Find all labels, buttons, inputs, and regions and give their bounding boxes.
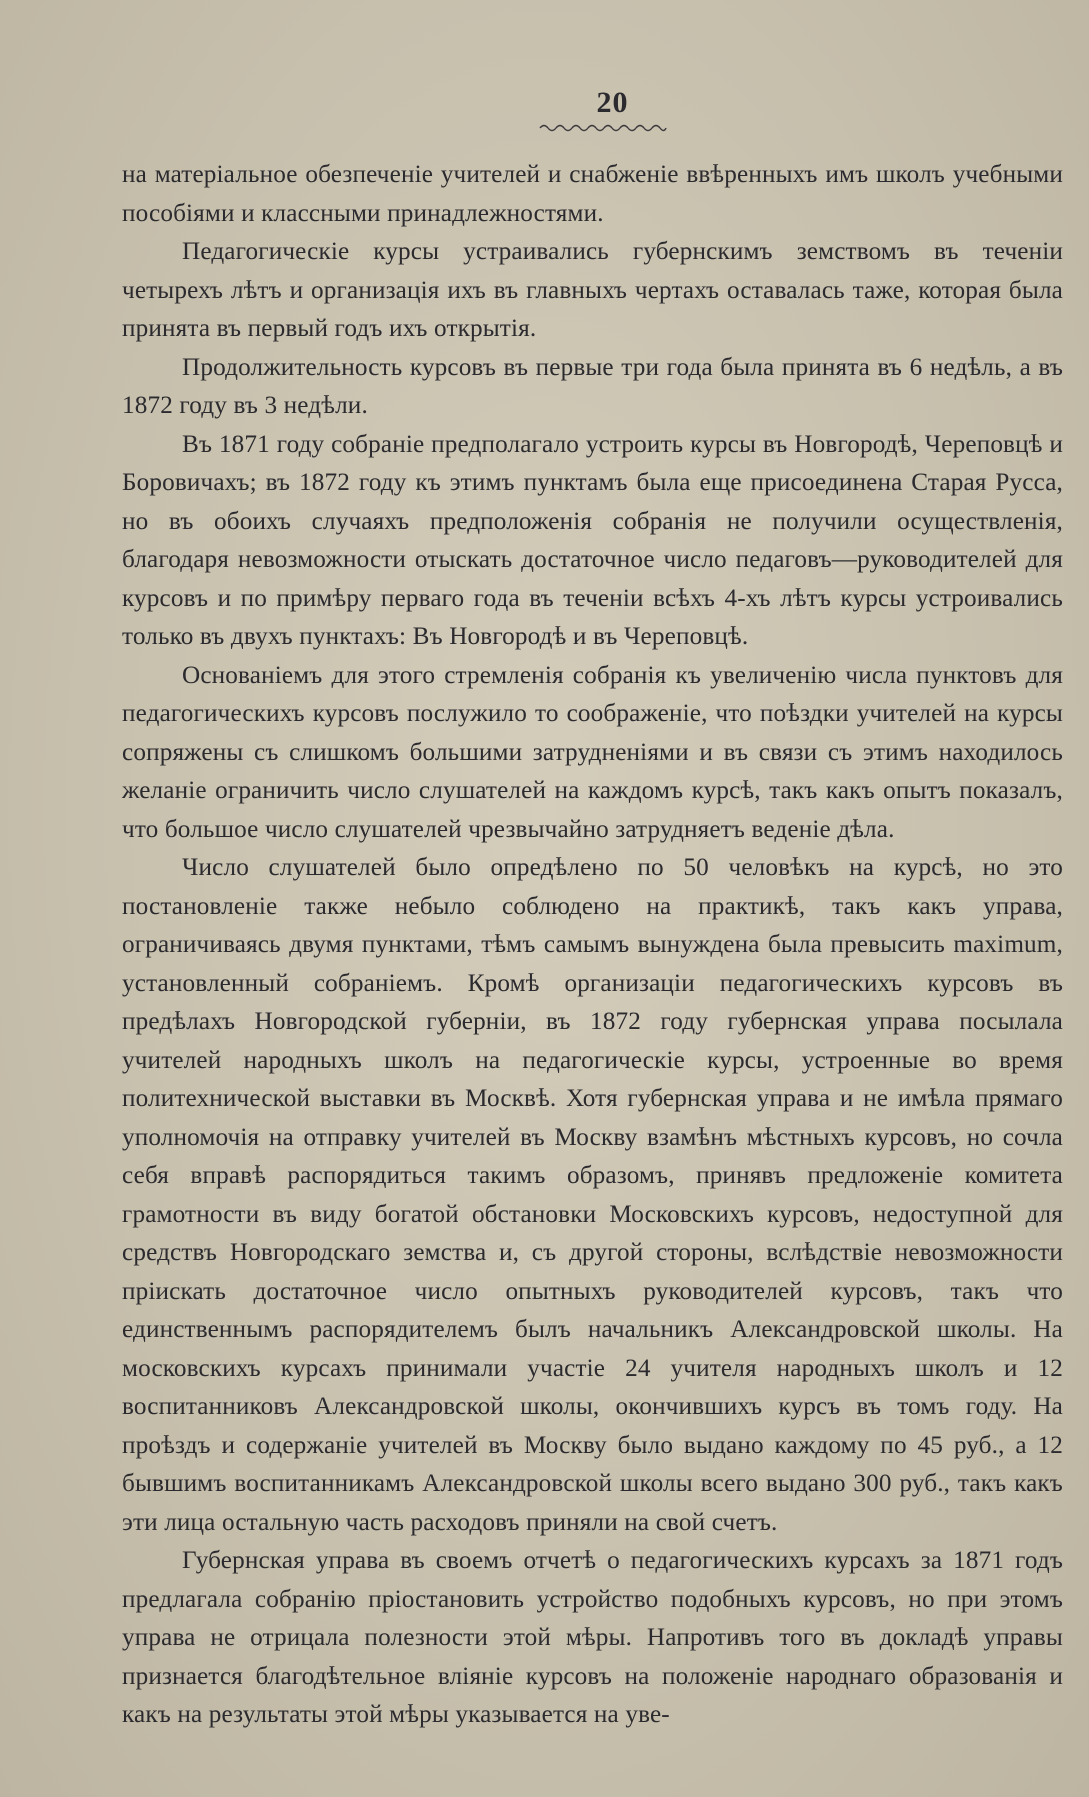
paragraph: Число слушателей было опредѣлено по 50 человѣкъ на курсѣ, но это постановленіе также небыло соблюдено на практикѣ, такъ какъ управа, ограничиваясь двумя пунктами, тѣмъ самымъ вынуждена была превысить maximum, установленный собраніемъ. Кромѣ организаціи педагогическихъ курсовъ въ предѣлахъ Новгородской губерніи, въ 1872 году губернская управа посылала учителей народныхъ школъ на педагогическіе курсы, устроенные во время политехнической выставки въ Москвѣ. Хотя губернская управа и не имѣла прямаго уполномочія на отправку учителей въ Москву взамѣнъ мѣстныхъ курсовъ, но сочла себя вправѣ распорядиться такимъ образомъ, принявъ предложеніе комитета грамотности въ виду богатой обстановки Московскихъ курсовъ, недоступной для средствъ Новгородскаго земства и, съ другой стороны, вслѣдствіе невозможности пріискать достаточное число опытныхъ руководителей курсовъ, такъ что единственнымъ распорядителемъ былъ начальникъ Александровской школы. На московскихъ курсахъ принимали участіе 24 учителя народныхъ школъ и 12 воспитанниковъ Александровской школы, окончившихъ курсъ въ томъ году. На проѣздъ и содержаніе учителей въ Москву было выдано каждому по 45 руб., а 12 бывшимъ воспитанникамъ Александровской школы всего выдано 300 руб., такъ какъ эти лица остальную часть расходовъ приняли на свой счетъ. xyxy=(122,854,1063,1536)
paragraph: Въ 1871 году собраніе предполагало устроить курсы въ Новгородѣ, Череповцѣ и Боровичахъ; въ 1872 году къ этимъ пунктамъ была еще присоединена Старая Русса, но въ обоихъ случаяхъ предположенія собранія не получили осуществленія, благодаря невозможности отыскать достаточное число педаговъ—руководителей для курсовъ и по примѣру перваго года въ теченіи всѣхъ 4-хъ лѣтъ курсы устроивались только въ двухъ пунктахъ: Въ Новгородѣ и въ Череповцѣ. xyxy=(122,430,1063,650)
paragraph: Губернская управа въ своемъ отчетѣ о педагогическихъ курсахъ за 1871 годъ предлагала собранію пріостановить устройство подобныхъ курсовъ, но при этомъ управа не отрицала полезности этой мѣры. Напротивъ того въ докладѣ управы признается благодѣтельное вліяніе курсовъ на положеніе народнаго образованія и какъ на результаты этой мѣры указывается на уве- xyxy=(122,1547,1063,1728)
paragraph: Продолжительность курсовъ въ первые три года была принята въ 6 недѣль, а въ 1872 году въ 3 недѣли. xyxy=(122,353,1063,419)
page-number: 20 xyxy=(596,86,629,119)
wavy-rule-ornament xyxy=(538,122,668,134)
paragraph-continuation: на матеріальное обезпеченіе учителей и снабженіе ввѣренныхъ имъ школъ учебными пособіями и классными принадлежностями. xyxy=(122,161,1063,227)
body-text xyxy=(122,156,1063,1735)
paragraph: Педагогическіе курсы устраивались губернскимъ земствомъ въ теченіи четырехъ лѣтъ и организація ихъ въ главныхъ чертахъ оставалась таже, которая была принята въ первый годъ ихъ открытія. xyxy=(122,238,1063,342)
paragraph: Основаніемъ для этого стремленія собранія къ увеличенію числа пунктовъ для педагогическихъ курсовъ послужило то соображеніе, что поѣздки учителей на курсы сопряжены съ слишкомъ большими затрудненіями и въ связи съ этимъ находилось желаніе ограничить число слушателей на каждомъ курсѣ, такъ какъ опытъ показалъ, что большое число слушателей чрезвычайно затрудняетъ веденіе дѣла. xyxy=(122,661,1063,843)
